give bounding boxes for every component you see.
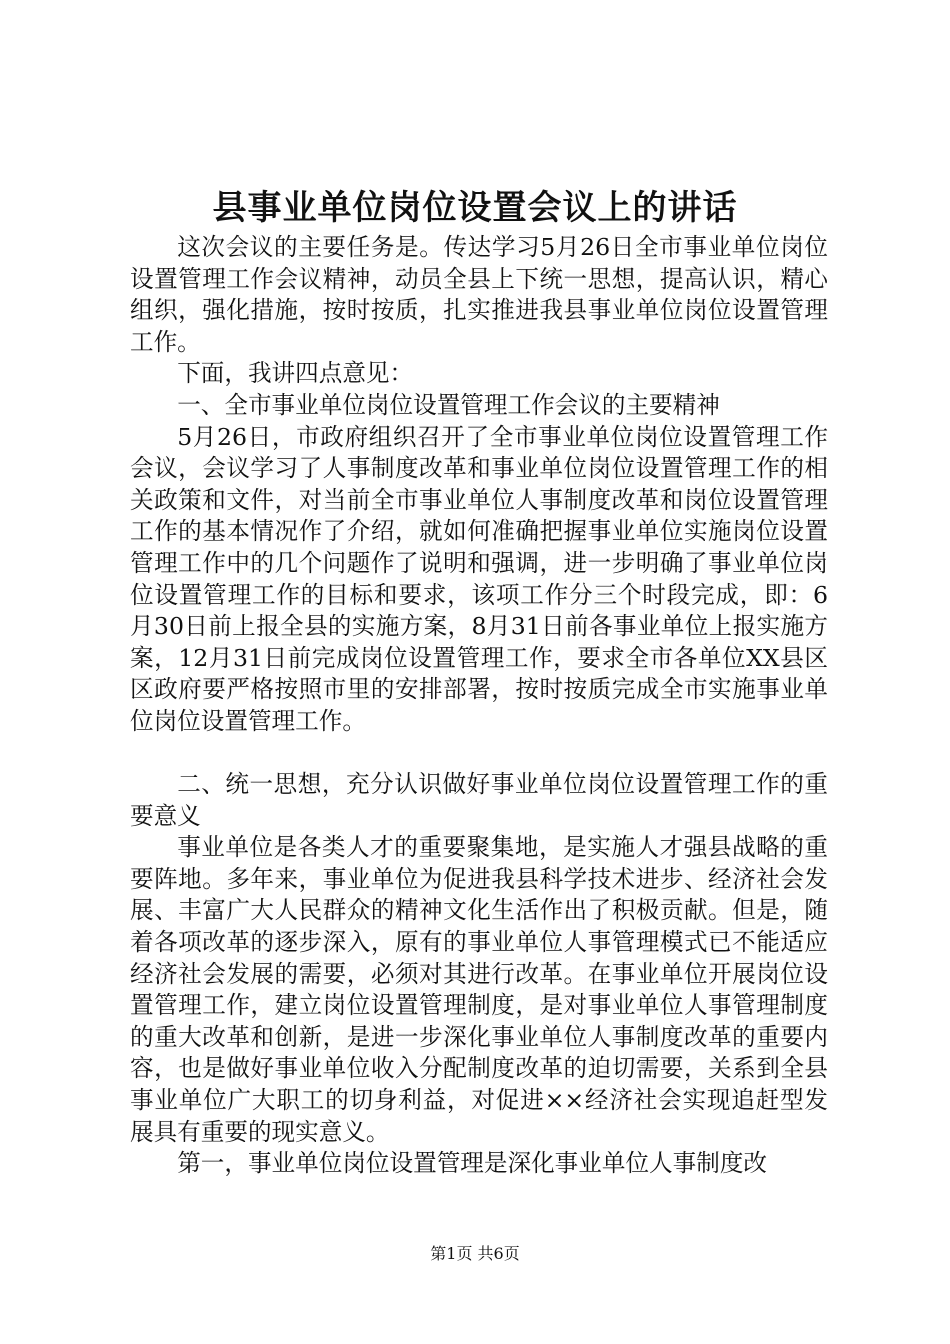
page-number-footer: 第1页 共6页	[430, 1244, 520, 1263]
section-heading-1: 一、全市事业单位岗位设置管理工作会议的主要精神	[177, 390, 720, 419]
document-title: 县事业单位岗位设置会议上的讲话	[212, 188, 738, 228]
document-body	[130, 232, 828, 1180]
paragraph-outline: 下面，我讲四点意见：	[177, 359, 414, 388]
paragraph-section-1: 5月26日，市政府组织召开了全市事业单位岗位设置管理工作会议，会议学习了人事制度改革和事业单位岗位设置管理工作的相关政策和文件，对当前全市事业单位人事制度改革和岗位设置管理工作的基本情况作了介绍，就如何准确把握事业单位实施岗位设置管理工作中的几个问题作了说明和强调，进一步明确了事业单位岗位设置管理工作的目标和要求，该项工作分三个时段完成，即：6月30日前上报全县的实施方案，8月31日前各事业单位上报实施方案，12月31日前完成岗位设置管理工作，要求全市各单位XX县区区政府要严格按照市里的安排部署，按时按质完成全市实施事业单位岗位设置管理工作。	[130, 422, 828, 735]
paragraph-intro: 这次会议的主要任务是。传达学习5月26日全市事业单位岗位设置管理工作会议精神，动员全县上下统一思想，提高认识，精心组织，强化措施，按时按质，扎实推进我县事业单位岗位设置管理工作。	[130, 233, 828, 356]
section-heading-2: 二、统一思想，充分认识做好事业单位岗位设置管理工作的重要意义	[130, 770, 828, 830]
paragraph-section-2: 事业单位是各类人才的重要聚集地，是实施人才强县战略的重要阵地。多年来，事业单位为促进我县科学技术进步、经济社会发展、丰富广大人民群众的精神文化生活作出了积极贡献。但是，随着各项改革的逐步深入，原有的事业单位人事管理模式已不能适应经济社会发展的需要，必须对其进行改革。在事业单位开展岗位设置管理工作，建立岗位设置管理制度，是对事业单位人事管理制度的重大改革和创新，是进一步深化事业单位人事制度改革的重要内容，也是做好事业单位收入分配制度改革的迫切需要，关系到全县事业单位广大职工的切身利益，对促进××经济社会实现追赶型发展具有重要的现实意义。	[130, 833, 828, 1146]
paragraph-point-1: 第一，事业单位岗位设置管理是深化事业单位人事制度改	[177, 1149, 768, 1178]
